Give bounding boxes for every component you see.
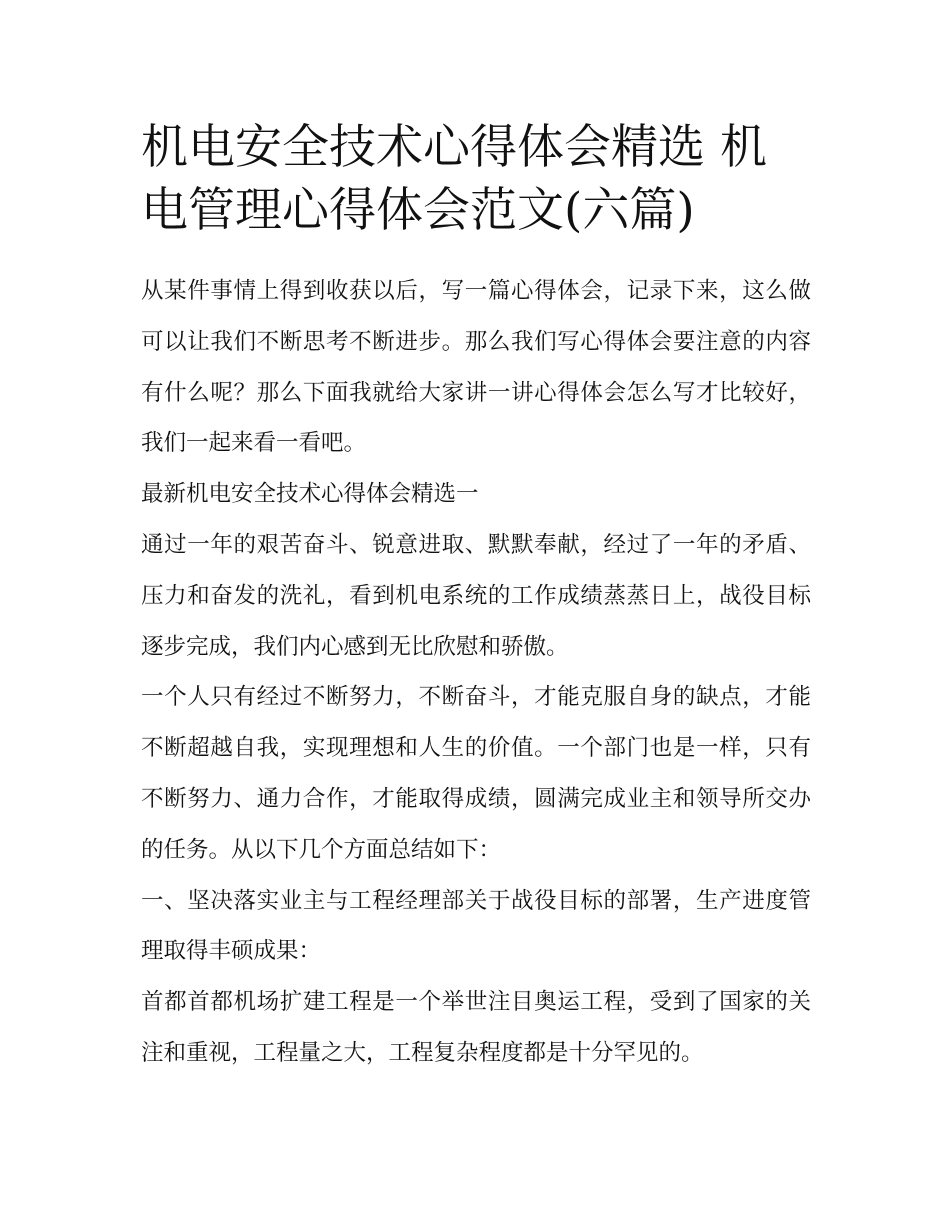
paragraph-intro: 从某件事情上得到收获以后，写一篇心得体会，记录下来，这么做可以让我们不断思考不断进步。那么我们写心得体会要注意的内容有什么呢？那么下面我就给大家讲一讲心得体会怎么写才比较好，我们一起来看一看吧。 [141,278,811,457]
paragraph: 一个人只有经过不断努力，不断奋斗，才能克服自身的缺点，才能不断超越自我，实现理想和人生的价值。一个部门也是一样，只有不断努力、通力合作，才能取得成绩，圆满完成业主和领导所交办的任务。从以下几个方面总结如下： [141,684,811,863]
paragraph: 通过一年的艰苦奋斗、锐意进取、默默奉献，经过了一年的矛盾、压力和奋发的洗礼，看到机电系统的工作成绩蒸蒸日上，战役目标逐步完成，我们内心感到无比欣慰和骄傲。 [141,531,811,660]
document-title: 机电安全技术心得体会精选 机电管理心得体会范文(六篇) [141,120,767,238]
section-heading: 最新机电安全技术心得体会精选一 [141,481,479,508]
document-content [141,116,811,1079]
paragraph: 首都首都机场扩建工程是一个举世注目奥运工程，受到了国家的关注和重视，工程量之大，工程复杂程度都是十分罕见的。 [141,989,811,1066]
document-body [141,266,811,1079]
paragraph: 一、坚决落实业主与工程经理部关于战役目标的部署，生产进度管理取得丰硕成果： [141,887,811,965]
